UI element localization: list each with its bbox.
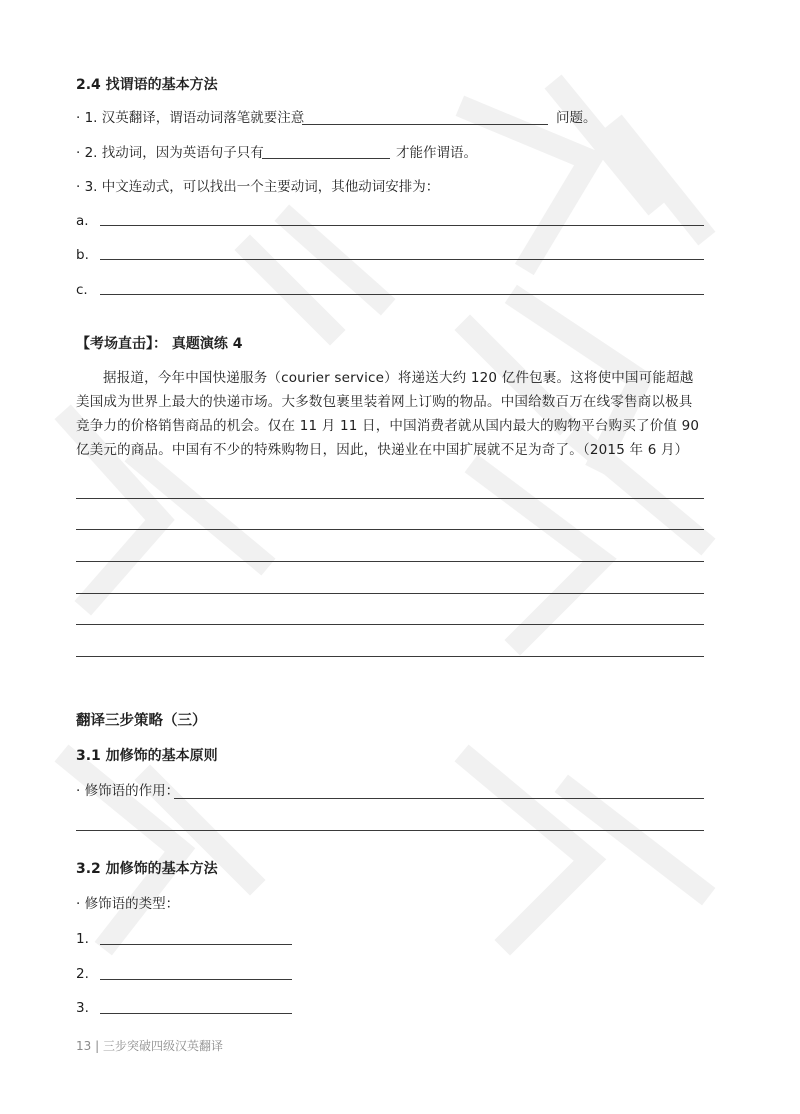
type-item-1-line[interactable] — [100, 944, 292, 945]
page-footer: 13 | 三步突破四级汉英翻译 — [76, 1039, 223, 1053]
question-2-blank[interactable] — [262, 158, 390, 159]
question-1-text: · 1. 汉英翻译，谓语动词落笔就要注意 — [76, 110, 305, 126]
answer-line-5[interactable] — [76, 624, 704, 625]
question-2-text: · 2. 找动词，因为英语句子只有 — [76, 145, 264, 161]
type-item-3-label: 3. — [76, 1000, 89, 1016]
type-item-3-line[interactable] — [100, 1013, 292, 1014]
modifier-role-line[interactable] — [174, 798, 704, 799]
option-c-line[interactable] — [100, 294, 704, 295]
question-3-text: · 3. 中文连动式，可以找出一个主要动词，其他动词安排为： — [76, 179, 440, 195]
type-item-2-label: 2. — [76, 966, 89, 982]
option-a-line[interactable] — [100, 225, 704, 226]
section-3-1-title: 3.1 加修饰的基本原则 — [76, 748, 218, 764]
modifier-role-line-2[interactable] — [76, 830, 704, 831]
type-item-2-line[interactable] — [100, 979, 292, 980]
modifier-types-label: · 修饰语的类型： — [76, 896, 180, 912]
question-1-suffix: 问题。 — [556, 110, 597, 126]
question-2-suffix: 才能作谓语。 — [396, 145, 477, 161]
strategy-three-title: 翻译三步策略（三） — [76, 713, 207, 729]
answer-line-1[interactable] — [76, 498, 704, 499]
option-b-line[interactable] — [100, 259, 704, 260]
option-c-label: c. — [76, 282, 88, 298]
modifier-role-label: · 修饰语的作用： — [76, 783, 180, 799]
option-b-label: b. — [76, 247, 89, 263]
section-3-2-title: 3.2 加修饰的基本方法 — [76, 861, 218, 877]
option-a-label: a. — [76, 213, 89, 229]
exam-practice-title: 【考场直击】： 真题演练 4 — [76, 336, 243, 352]
question-1-blank[interactable] — [302, 124, 548, 125]
section-2-4-title: 2.4 找谓语的基本方法 — [76, 77, 218, 93]
type-item-1-label: 1. — [76, 931, 89, 947]
answer-line-2[interactable] — [76, 529, 704, 530]
answer-line-3[interactable] — [76, 561, 704, 562]
answer-line-4[interactable] — [76, 593, 704, 594]
answer-line-6[interactable] — [76, 656, 704, 657]
exam-passage: 据报道，今年中国快递服务（courier service）将递送大约 120 亿件包裹。这将使中国可能超越美国成为世界上最大的快递市场。大多数包裹里装着网上订购的物品。中国给数百万在线零售商以极具竞争力的价格销售商品的机会。仅在 11 月 11 日，中国消费者就从国内最大的购物平台购买了价值 90 亿美元的商品。中国有不少的特殊购物日，因此，快递业在中国扩展就不足为奇了。（2015 年 6 月） — [76, 370, 700, 458]
